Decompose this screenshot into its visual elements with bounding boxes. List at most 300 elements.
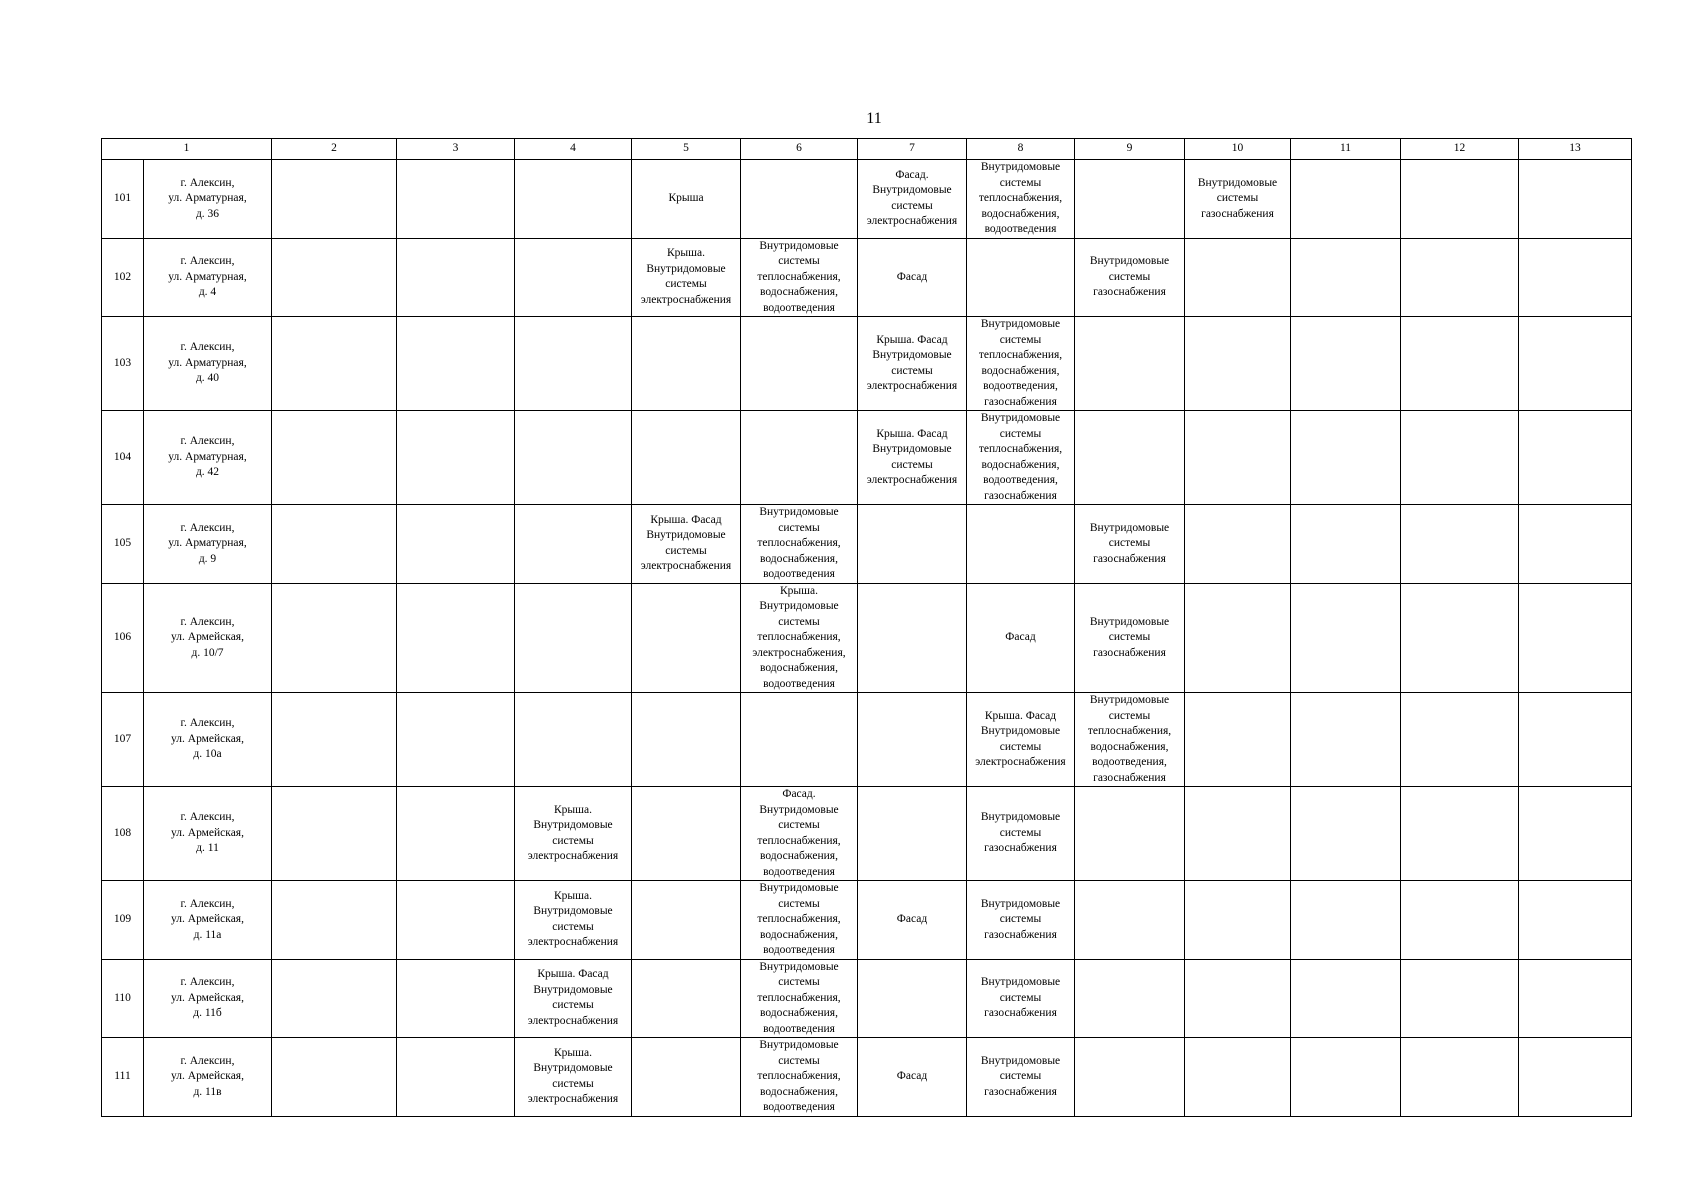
work-text: Крыша. Фасад <box>650 513 722 526</box>
work-cell <box>397 881 515 960</box>
work-text: газоснабжения <box>1093 771 1166 784</box>
work-text: Внутридомовые <box>872 443 952 455</box>
work-text: водоотведения <box>763 865 835 878</box>
work-text: электроснабжения <box>975 756 1066 768</box>
work-text: газоснабжения <box>984 395 1057 408</box>
work-text: Внутридомовые <box>646 262 726 275</box>
work-cell <box>1185 583 1291 693</box>
work-cell <box>632 1038 741 1117</box>
work-cell <box>632 160 741 239</box>
address-line: ул. Арматурная, <box>168 192 247 204</box>
row-number: 104 <box>102 411 144 505</box>
address-cell <box>144 505 272 584</box>
row-number: 109 <box>102 881 144 960</box>
work-text: Внутридомовые <box>980 897 1061 910</box>
work-text: Внутридомовые <box>759 882 839 894</box>
work-text: теплоснабжения, <box>978 349 1063 361</box>
work-text: Внутридомовые <box>872 184 952 197</box>
column-header: 6 <box>741 139 858 160</box>
work-cell <box>1291 787 1401 881</box>
address-line: г. Алексин, <box>180 176 235 189</box>
work-text: системы <box>665 544 707 557</box>
address-line: ул. Армейская, <box>171 913 244 925</box>
work-cell <box>632 317 741 411</box>
work-text: водоотведения <box>763 1101 835 1113</box>
work-cell <box>741 505 858 584</box>
work-text: электроснабжения <box>527 936 619 949</box>
work-cell <box>272 881 397 960</box>
work-text: системы <box>778 1054 820 1067</box>
work-cell <box>858 160 967 239</box>
work-text: теплоснабжения, <box>757 537 841 549</box>
work-text: системы <box>1108 631 1151 643</box>
work-cell <box>1185 411 1291 505</box>
work-text: электроснабжения <box>640 560 732 573</box>
work-text: системы <box>999 1070 1042 1082</box>
column-header: 4 <box>515 139 632 160</box>
work-cell <box>858 693 967 787</box>
work-text: Внутридомовые <box>1089 694 1170 706</box>
column-header: 5 <box>632 139 741 160</box>
work-text: системы <box>999 427 1042 440</box>
column-header: 3 <box>397 139 515 160</box>
work-text: Крыша. <box>554 803 592 816</box>
work-cell <box>741 881 858 960</box>
work-text: газоснабжения <box>1093 552 1166 565</box>
row-number: 106 <box>102 583 144 693</box>
work-cell <box>632 411 741 505</box>
work-text: теплоснабжения, <box>978 443 1063 455</box>
work-text: водоснабжения, <box>760 1085 838 1098</box>
work-text: Внутридомовые <box>533 905 613 918</box>
work-cell <box>1185 693 1291 787</box>
table-row <box>102 959 1632 1038</box>
work-text: газоснабжения <box>1093 646 1166 659</box>
work-cell <box>1401 959 1519 1038</box>
work-cell <box>858 787 967 881</box>
work-cell <box>515 693 632 787</box>
work-text: водоснабжения, <box>760 662 838 674</box>
work-text: электроснабжения <box>866 474 958 486</box>
work-cell <box>1075 160 1185 239</box>
work-text: системы <box>778 976 820 988</box>
work-cell <box>967 787 1075 881</box>
work-cell <box>1519 881 1632 960</box>
work-cell <box>1075 505 1185 584</box>
work-cell <box>515 411 632 505</box>
address-cell <box>144 881 272 960</box>
work-cell <box>741 693 858 787</box>
work-cell <box>1401 505 1519 584</box>
work-cell <box>967 693 1075 787</box>
work-text: Внутридомовые <box>1197 176 1278 189</box>
work-text: Крыша. Фасад <box>984 709 1057 722</box>
address-line: г. Алексин, <box>180 897 235 910</box>
work-text: газоснабжения <box>1093 286 1166 298</box>
work-cell <box>515 959 632 1038</box>
table-row <box>102 160 1632 239</box>
work-text: водоотведения, <box>983 380 1058 392</box>
row-number: 111 <box>102 1038 144 1117</box>
work-cell <box>1401 693 1519 787</box>
work-text: системы <box>999 176 1042 189</box>
work-text: системы <box>891 199 933 212</box>
table-row <box>102 787 1632 881</box>
work-text: Крыша <box>668 192 704 204</box>
table-body <box>102 160 1632 1117</box>
work-text: Внутридомовые <box>1089 521 1170 534</box>
work-text: Внутридомовые <box>759 600 839 612</box>
work-text: Фасад <box>896 1070 928 1082</box>
work-text: теплоснабжения, <box>757 270 841 283</box>
work-text: системы <box>999 333 1042 346</box>
column-header: 10 <box>1185 139 1291 160</box>
work-cell <box>858 583 967 693</box>
work-text: газоснабжения <box>984 842 1057 855</box>
work-cell <box>741 317 858 411</box>
work-text: системы <box>552 834 594 847</box>
work-text: электроснабжения <box>527 1014 619 1027</box>
work-text: Внутридомовые <box>759 1039 839 1051</box>
address-line: д. 40 <box>195 372 220 385</box>
work-text: водоотведения, <box>1092 756 1167 768</box>
work-text: системы <box>552 920 594 933</box>
work-cell <box>1075 959 1185 1038</box>
address-line: д. 10/7 <box>191 646 224 659</box>
address-line: г. Алексин, <box>180 521 235 534</box>
address-line: ул. Армейская, <box>171 826 244 839</box>
work-cell <box>1519 693 1632 787</box>
work-cell <box>967 160 1075 239</box>
work-cell <box>1401 881 1519 960</box>
column-header: 9 <box>1075 139 1185 160</box>
work-text: Внутридомовые <box>533 1062 613 1075</box>
work-cell <box>1075 411 1185 505</box>
work-text: водоснабжения, <box>760 928 838 941</box>
work-cell <box>632 238 741 317</box>
row-number: 103 <box>102 317 144 411</box>
work-cell <box>397 959 515 1038</box>
work-text: системы <box>999 991 1042 1004</box>
work-cell <box>397 238 515 317</box>
table-row <box>102 317 1632 411</box>
work-cell <box>1401 238 1519 317</box>
table-row <box>102 505 1632 584</box>
work-text: Внутридомовые <box>980 1054 1061 1067</box>
work-cell <box>272 505 397 584</box>
work-text: водоснабжения, <box>981 207 1060 220</box>
work-cell <box>272 583 397 693</box>
work-cell <box>1185 1038 1291 1117</box>
work-cell <box>1075 1038 1185 1117</box>
work-text: водоснабжения, <box>981 458 1060 471</box>
work-text: Внутридомовые <box>533 819 613 831</box>
work-text: газоснабжения <box>984 928 1057 941</box>
work-text: Внутридомовые <box>646 529 726 542</box>
work-cell <box>1185 317 1291 411</box>
work-cell <box>1291 160 1401 239</box>
work-text: системы <box>552 999 594 1012</box>
work-cell <box>1291 1038 1401 1117</box>
work-text: Крыша. Фасад <box>876 333 948 346</box>
address-line: ул. Армейская, <box>171 1070 244 1082</box>
address-line: д. 11 <box>196 842 219 855</box>
work-cell <box>967 1038 1075 1117</box>
work-cell <box>1519 160 1632 239</box>
work-cell <box>1291 959 1401 1038</box>
work-text: теплоснабжения, <box>1087 725 1172 737</box>
work-cell <box>967 583 1075 693</box>
work-text: водоснабжения, <box>760 552 838 565</box>
address-line: г. Алексин, <box>180 811 235 824</box>
column-header: 7 <box>858 139 967 160</box>
address-line: г. Алексин, <box>180 717 235 730</box>
work-text: Внутридомовые <box>759 506 839 518</box>
work-text: водоотведения <box>763 677 835 690</box>
work-cell <box>741 160 858 239</box>
work-text: системы <box>891 364 933 377</box>
address-cell <box>144 583 272 693</box>
work-text: водоотведения <box>763 301 835 314</box>
work-text: Внутридомовые <box>980 976 1061 988</box>
work-text: электроснабжения <box>527 1093 619 1106</box>
work-cell <box>1075 238 1185 317</box>
work-text: водоотведения <box>984 223 1057 235</box>
work-cell <box>397 583 515 693</box>
work-cell <box>1401 1038 1519 1117</box>
work-cell <box>1401 160 1519 239</box>
work-text: водоотведения <box>763 944 835 956</box>
work-cell <box>515 317 632 411</box>
work-cell <box>1401 787 1519 881</box>
work-cell <box>1291 881 1401 960</box>
work-text: системы <box>552 1077 594 1090</box>
address-line: г. Алексин, <box>180 1054 235 1067</box>
work-text: водоснабжения, <box>760 1007 838 1019</box>
work-cell <box>1291 583 1401 693</box>
work-text: Внутридомовые <box>980 318 1061 330</box>
work-text: газоснабжения <box>984 489 1057 502</box>
work-text: Внутридомовые <box>759 803 839 816</box>
work-cell <box>397 505 515 584</box>
work-cell <box>272 160 397 239</box>
work-cell <box>858 881 967 960</box>
work-cell <box>515 238 632 317</box>
work-text: водоотведения, <box>983 474 1058 486</box>
work-cell <box>1075 881 1185 960</box>
work-cell <box>858 238 967 317</box>
address-cell <box>144 160 272 239</box>
work-text: системы <box>891 458 933 471</box>
work-text: водоотведения <box>763 568 835 580</box>
address-line: д. 10а <box>193 748 222 761</box>
work-text: системы <box>999 826 1042 839</box>
work-cell <box>741 1038 858 1117</box>
address-line: ул. Арматурная, <box>168 356 247 369</box>
work-cell <box>632 787 741 881</box>
table-row <box>102 881 1632 960</box>
row-number: 101 <box>102 160 144 239</box>
row-number: 110 <box>102 959 144 1038</box>
address-cell <box>144 693 272 787</box>
work-cell <box>741 959 858 1038</box>
address-line: д. 36 <box>195 207 220 220</box>
work-cell <box>1291 317 1401 411</box>
work-text: системы <box>665 278 707 291</box>
address-line: г. Алексин, <box>180 255 235 267</box>
work-text: Крыша. <box>667 247 705 260</box>
work-text: Внутридомовые <box>759 239 839 252</box>
work-text: системы <box>1108 270 1151 283</box>
work-cell <box>858 411 967 505</box>
work-cell <box>1185 160 1291 239</box>
column-header: 8 <box>967 139 1075 160</box>
work-text: Внутридомовые <box>1089 255 1170 267</box>
work-cell <box>967 317 1075 411</box>
work-cell <box>397 1038 515 1117</box>
address-cell <box>144 238 272 317</box>
work-cell <box>1519 959 1632 1038</box>
work-text: электроснабжения, <box>752 646 846 659</box>
work-text: водоотведения <box>763 1022 835 1035</box>
work-text: Фасад. <box>782 788 816 800</box>
work-cell <box>1075 583 1185 693</box>
work-cell <box>741 411 858 505</box>
work-cell <box>515 881 632 960</box>
work-cell <box>741 787 858 881</box>
column-header: 12 <box>1401 139 1519 160</box>
work-text: Внутридомовые <box>980 161 1061 173</box>
address-line: г. Алексин, <box>180 435 235 448</box>
work-cell <box>1519 505 1632 584</box>
work-cell <box>741 583 858 693</box>
address-cell <box>144 411 272 505</box>
work-text: водоснабжения, <box>1090 740 1169 753</box>
address-line: г. Алексин, <box>180 615 235 628</box>
work-cell <box>1185 881 1291 960</box>
work-cell <box>397 160 515 239</box>
work-text: Внутридомовые <box>980 725 1061 737</box>
work-cell <box>1519 238 1632 317</box>
work-cell <box>632 881 741 960</box>
table-row <box>102 238 1632 317</box>
address-cell <box>144 787 272 881</box>
work-text: теплоснабжения, <box>757 913 841 925</box>
work-text: Фасад <box>896 913 928 925</box>
work-text: теплоснабжения, <box>978 192 1063 204</box>
address-line: д. 11в <box>193 1085 222 1098</box>
header-row <box>102 139 1632 160</box>
work-text: Крыша. <box>780 584 818 597</box>
work-cell <box>967 959 1075 1038</box>
work-cell <box>397 317 515 411</box>
work-cell <box>1291 238 1401 317</box>
work-text: Крыша. <box>554 1046 592 1059</box>
work-text: газоснабжения <box>1201 207 1274 220</box>
work-cell <box>632 693 741 787</box>
work-text: Внутридомовые <box>980 412 1061 424</box>
work-cell <box>858 959 967 1038</box>
work-cell <box>1075 787 1185 881</box>
address-line: д. 11а <box>193 928 222 941</box>
work-text: системы <box>778 819 820 831</box>
address-cell <box>144 959 272 1038</box>
work-text: теплоснабжения, <box>757 631 841 643</box>
address-line: г. Алексин, <box>180 341 235 354</box>
work-cell <box>272 1038 397 1117</box>
work-cell <box>397 693 515 787</box>
row-number: 107 <box>102 693 144 787</box>
work-text: теплоснабжения, <box>757 834 841 847</box>
table-row <box>102 693 1632 787</box>
work-text: теплоснабжения, <box>757 991 841 1004</box>
work-cell <box>397 411 515 505</box>
work-text: Внутридомовые <box>1089 615 1170 628</box>
work-cell <box>1291 693 1401 787</box>
address-line: д. 11б <box>193 1007 222 1019</box>
address-line: ул. Арматурная, <box>168 537 247 549</box>
work-text: Внутридомовые <box>533 983 613 996</box>
work-cell <box>858 505 967 584</box>
work-cell <box>632 505 741 584</box>
address-line: д. 4 <box>198 286 217 298</box>
work-cell <box>515 787 632 881</box>
row-number: 102 <box>102 238 144 317</box>
table-row <box>102 1038 1632 1117</box>
work-cell <box>1519 583 1632 693</box>
work-text: системы <box>1108 709 1151 722</box>
work-text: системы <box>999 913 1042 925</box>
work-cell <box>272 693 397 787</box>
address-line: д. 42 <box>195 466 220 479</box>
work-cell <box>632 959 741 1038</box>
work-cell <box>1291 505 1401 584</box>
work-cell <box>272 787 397 881</box>
work-text: Фасад <box>896 270 928 283</box>
work-text: газоснабжения <box>984 1007 1057 1019</box>
work-text: электроснабжения <box>527 850 619 862</box>
address-line: ул. Арматурная, <box>168 270 247 283</box>
work-text: Крыша. <box>554 889 592 902</box>
work-cell <box>397 787 515 881</box>
address-line: ул. Армейская, <box>171 991 244 1004</box>
work-text: Внутридомовые <box>980 811 1061 824</box>
row-number: 105 <box>102 505 144 584</box>
work-cell <box>967 505 1075 584</box>
work-cell <box>1519 1038 1632 1117</box>
work-text: Внутридомовые <box>872 349 952 361</box>
work-cell <box>858 1038 967 1117</box>
repair-schedule-table <box>101 138 1632 1117</box>
work-text: электроснабжения <box>640 293 732 306</box>
work-cell <box>1519 787 1632 881</box>
row-number: 108 <box>102 787 144 881</box>
work-cell <box>1519 411 1632 505</box>
work-text: водоснабжения, <box>981 364 1060 377</box>
work-text: водоснабжения, <box>760 850 838 862</box>
work-cell <box>741 238 858 317</box>
table-row <box>102 411 1632 505</box>
work-cell <box>1185 787 1291 881</box>
column-header: 11 <box>1291 139 1401 160</box>
address-cell <box>144 1038 272 1117</box>
work-cell <box>272 411 397 505</box>
work-text: системы <box>778 615 820 628</box>
work-cell <box>515 583 632 693</box>
address-line: ул. Армейская, <box>171 732 244 745</box>
work-cell <box>515 1038 632 1117</box>
work-text: Крыша. Фасад <box>537 968 609 981</box>
